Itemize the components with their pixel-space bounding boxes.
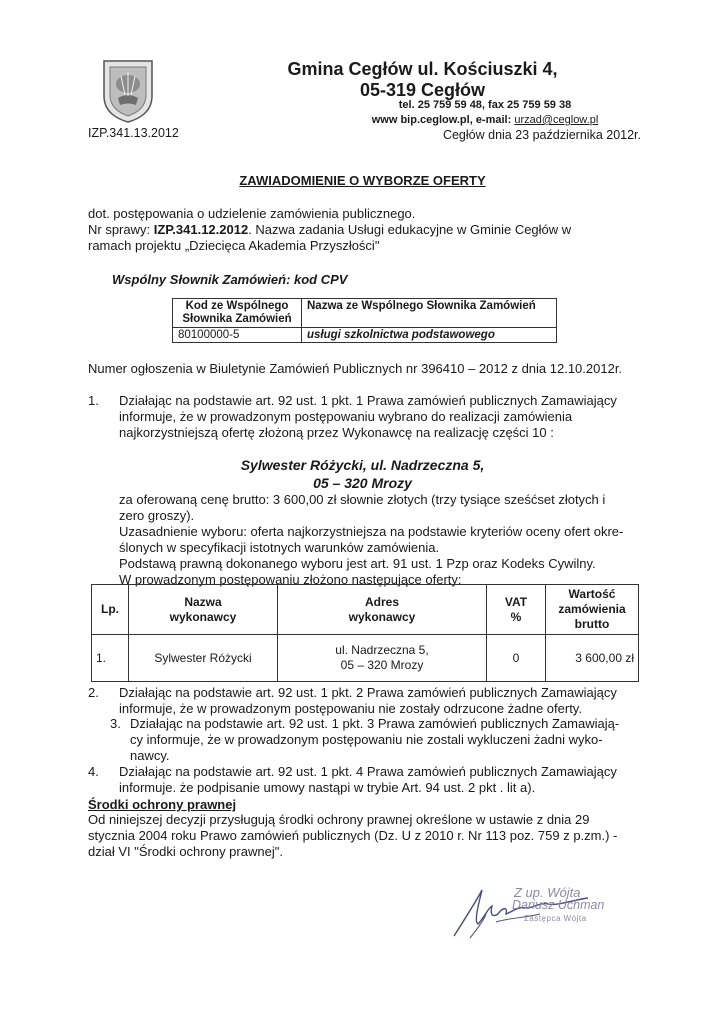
point-3-number: 3. [110,716,121,731]
price-paragraph: za oferowaną cenę brutto: 3 600,00 zł słownie złotych (trzy tysiące sześćset złotych i zero groszy). Uzasadnienie wyboru: oferta najkorzystniejsza na podstawie kryteriów oceny ofert okre- ślonych w specyfikacji istotnych warunków zamówienia. Podstawą prawną dokonanego wyboru jest art. 91 ust. 1 Pzp oraz Kodeks Cywilny. W prowadzonym postępowaniu złożono następujące oferty: [119,492,624,587]
col-lp-header: Lp. [92,585,129,635]
cpv-name: usługi szkolnictwa podstawowego [302,328,557,343]
letterhead-line-1: Gmina Cegłów ul. Kościuszki 4, [287,59,558,79]
winner-line-1: Sylwester Różycki, ul. Nadrzeczna 5, [240,457,485,473]
reference-number: IZP.341.13.2012 [88,126,179,140]
cell-wartosc: 3 600,00 zł [546,635,639,682]
cpv-table-row [173,328,557,343]
bulletin-reference: Numer ogłoszenia w Biuletynie Zamówień Publicznych nr 396410 – 2012 z dnia 12.10.2012r. [88,361,623,376]
remedies-heading: Środki ochrony prawnej [88,797,237,812]
winner-name-address [0,456,725,492]
point-1-number: 1. [88,393,99,408]
cell-adres: ul. Nadrzeczna 5, 05 – 320 Mrozy [278,635,487,682]
offers-table [91,584,639,682]
contact-web-email [270,113,700,128]
stamp-line-1: Z up. Wójta [514,885,581,900]
contact-phone-fax: tel. 25 759 59 48, fax 25 759 59 38 [398,99,572,111]
offers-table-header [92,585,639,635]
cpv-table [172,298,557,343]
cpv-heading: Wspólny Słownik Zamówień: kod CPV [112,272,348,287]
cell-vat: 0 [487,635,546,682]
col-adres-header: Adres wykonawcy [278,585,487,635]
col-nazwa-header: Nazwa wykonawcy [129,585,278,635]
stamp-name: Dariusz Uchman [512,898,605,912]
col-vat-header: VAT % [487,585,546,635]
col-wartosc-header: Wartość zamówienia brutto [546,585,639,635]
point-2: 2. Działając na podstawie art. 92 ust. 1 pkt. 2 Prawa zamówień publicznych Zamawiający informuje, że w prowadzonym postępowaniu nie zostały odrzucone żadne oferty. [88,685,617,716]
letterhead-contact [250,98,700,128]
cpv-table-header [173,299,557,328]
point-4: 4. Działając na podstawie art. 92 ust. 1 pkt. 4 Prawa zamówień publicznych Zamawiający informuje. że podpisanie umowy nastąpi w trybie Art. 94 ust. 2 pkt . lit a). [88,764,617,795]
cpv-code: 80100000-5 [173,328,302,343]
cpv-col-name-header: Nazwa ze Wspólnego Słownika Zamówień [302,299,557,328]
point-3: 3. Działając na podstawie art. 92 ust. 1 pkt. 3 Prawa zamówień publicznych Zamawiają- cy informuje, że w prowadzonym postępowaniu nie zostali wykluczeni żadni wyko- nawcy. [110,716,620,763]
intro-line-3: ramach projektu „Dziecięca Akademia Przyszłości" [88,238,380,253]
case-number: IZP.341.12.2012 [153,222,249,237]
intro-line-2: Nr sprawy: IZP.341.12.2012. Nazwa zadania Usługi edukacyjne w Gminie Cegłów w [88,222,572,237]
intro-paragraph [88,206,648,254]
point-4-number: 4. [88,764,99,779]
table-row [92,635,639,682]
stamp-role: Zastępca Wójta [524,914,587,923]
point-2-number: 2. [88,685,99,700]
cpv-col-code-header: Kod ze Wspólnego Słownika Zamówień [173,299,302,328]
point-1: 1. Działając na podstawie art. 92 ust. 1 pkt. 1 Prawa zamówień publicznych Zamawiający informuje, że w prowadzonym postępowaniu wybrano do realizacji zamówienia najkorzystniejszą ofertę złożoną przez Wykonawcę na realizację części 10 : [88,393,617,440]
letterhead-line-2: 05-319 Cegłów [359,80,486,100]
cell-nazwa: Sylwester Różycki [129,635,278,682]
document-date: Cegłów dnia 23 października 2012r. [442,128,641,142]
notice-title: ZAWIADOMIENIE O WYBORZE OFERTY [239,173,486,188]
winner-line-2: 05 – 320 Mrozy [313,475,412,491]
intro-line-1: dot. postępowania o udzielenie zamówienia publicznego. [88,206,416,221]
letterhead-title [0,58,725,100]
official-stamp [510,886,604,925]
contact-email-link[interactable]: urzad@ceglow.pl [514,114,599,126]
contact-web: www bip.ceglow.pl, e-mail: [371,114,515,126]
remedies-paragraph: Od niniejszej decyzji przysługują środki ochrony prawnej określone w ustawie z dnia 29 stycznia 2004 roku Prawo zamówień publicznych (Dz. U z 2010 r. Nr 113 poz. 759 z p.zm.) - dział VI "Środki ochrony prawnej". [88,812,618,859]
cell-lp: 1. [92,635,129,682]
